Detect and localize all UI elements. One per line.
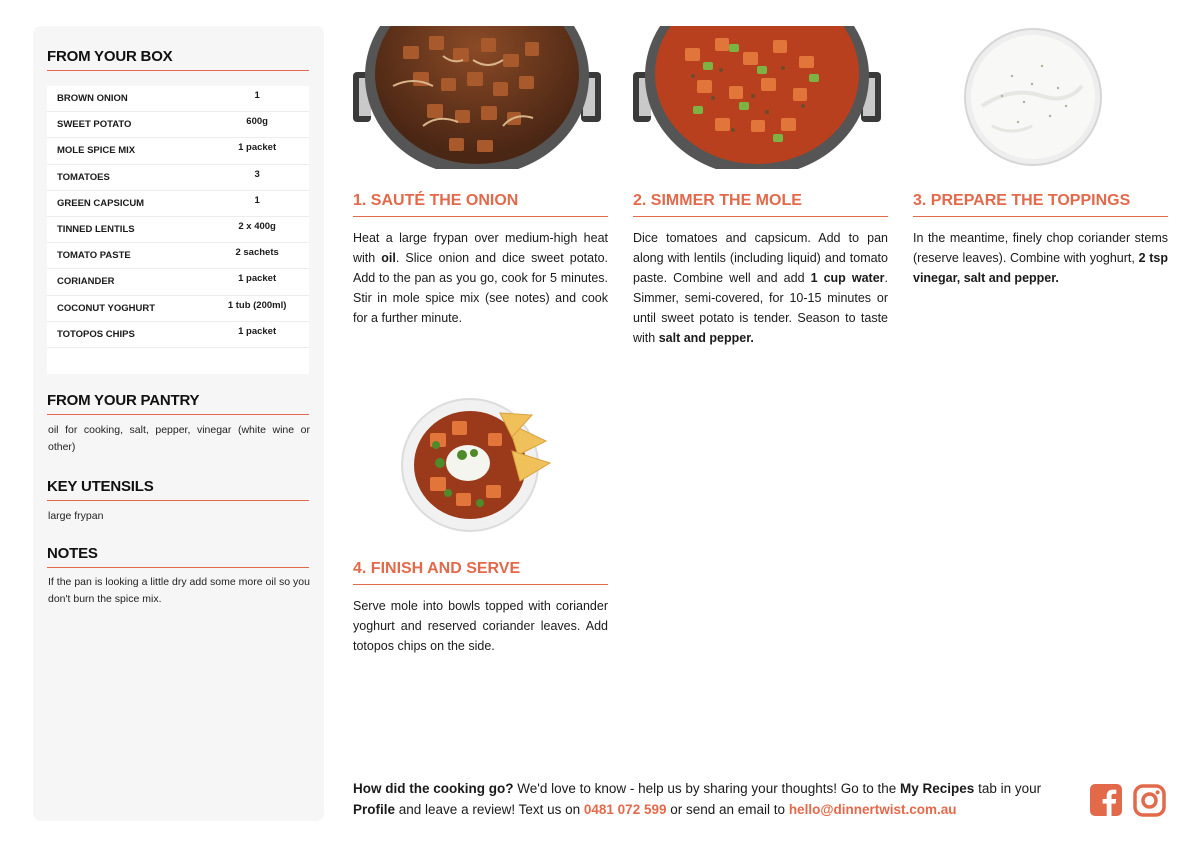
facebook-icon[interactable] [1090,784,1122,816]
ingredient-qty: 1 packet [238,273,277,285]
ingredient-row [47,217,309,243]
notes-text: If the pan is looking a little dry add some more oil so you don't burn the spice mix. [48,576,310,605]
ingredient-name: COCONUT YOGHURT [57,302,155,314]
ingredient-name: SWEET POTATO [57,119,132,131]
from-your-box-heading: FROM YOUR BOX [47,48,309,71]
step-body-text: . Slice onion and dice sweet potato. Add to the pan as you go, cook for 5 minutes. Stir in mole spice mix (see notes) and cook for a further minute. [353,251,608,325]
ingredient-qty: 600g [246,116,268,128]
step-3-title: 3. PREPARE THE TOPPINGS [913,192,1168,217]
ingredient-name: TOMATOES [57,171,110,183]
phone-number-link[interactable]: 0481 072 599 [583,802,667,817]
step-body-bold: 2 tsp vinegar, salt and pepper. [913,251,1168,285]
step-body-text: Dice tomatoes and capsicum. Add to pan along with lentils (including liquid) and tomato paste. Combine well and add [633,231,888,285]
ingredient-name: TOMATO PASTE [57,250,131,262]
step-body-text: . Simmer, semi-covered, for 10-15 minutes or until sweet potato is tender. Season to taste with [633,271,888,345]
ingredient-name: BROWN ONION [57,93,128,105]
step-body-bold: oil [381,251,396,265]
ingredient-qty: 3 [254,168,260,180]
my-recipes-label: My Recipes [900,781,975,796]
step-body-text: Heat a large frypan over medium-high heat with [353,231,608,265]
pantry-text: oil for cooking, salt, pepper, vinegar (white wine or other) [48,424,310,453]
ingredient-qty: 1 packet [238,325,277,337]
feedback-text-2: tab in your [974,781,1042,796]
profile-label: Profile [353,802,396,817]
step-body-bold: salt and pepper. [658,331,754,345]
feedback-message [353,778,1078,820]
ingredient-qty: 2 x 400g [238,221,276,233]
ingredient-qty: 1 [254,194,260,206]
instagram-icon[interactable] [1133,784,1166,817]
pantry-heading: FROM YOUR PANTRY [47,392,309,415]
feedback-text-4: or send an email to [666,802,789,817]
ingredient-row [47,269,309,295]
step-3-body [913,228,1168,288]
ingredient-name: TOTOPOS CHIPS [57,328,135,340]
ingredient-name: MOLE SPICE MIX [57,145,136,157]
feedback-text-3: and leave a review! Text us on [395,802,584,817]
ingredient-qty: 2 sachets [235,247,279,259]
step-body-bold: 1 cup water [810,271,885,285]
ingredients-table [47,86,309,374]
ingredient-qty: 1 [254,90,260,102]
feedback-text-1: We'd love to know - help us by sharing your thoughts! Go to the [513,781,901,796]
utensils-text: large frypan [48,510,104,522]
ingredient-row [47,86,309,112]
ingredient-row [47,322,309,348]
step-2-body [633,228,888,348]
step-1-body [353,228,608,328]
step-body-text: Serve mole into bowls topped with coriander yoghurt and reserved coriander leaves. Add totopos chips on the side. [353,599,608,653]
step-1-title: 1. SAUTÉ THE ONION [353,192,608,217]
ingredient-qty: 1 tub (200ml) [227,299,287,311]
ingredient-row [47,296,309,322]
ingredient-qty: 1 packet [238,142,277,154]
step-4-title: 4. FINISH AND SERVE [353,560,608,585]
ingredient-row [47,165,309,191]
feedback-question: How did the cooking go? [353,781,514,796]
step-4-body [353,596,608,656]
ingredient-name: TINNED LENTILS [57,224,135,236]
step-body-text: In the meantime, finely chop coriander stems (reserve leaves). Combine with yoghurt, [913,231,1168,265]
step-3-photo [962,26,1104,168]
ingredient-row [47,243,309,269]
utensils-heading: KEY UTENSILS [47,478,309,501]
ingredient-row [47,138,309,164]
ingredient-row [47,112,309,138]
ingredient-row [47,191,309,217]
ingredient-name: GREEN CAPSICUM [57,197,145,209]
ingredients-sidebar [33,26,324,821]
step-1-photo [353,26,601,169]
notes-heading: NOTES [47,545,309,568]
step-2-photo [633,26,881,169]
step-4-photo [400,393,552,533]
step-2-title: 2. SIMMER THE MOLE [633,192,888,217]
ingredient-name: CORIANDER [57,276,115,288]
email-link[interactable]: hello@dinnertwist.com.au [788,802,957,817]
